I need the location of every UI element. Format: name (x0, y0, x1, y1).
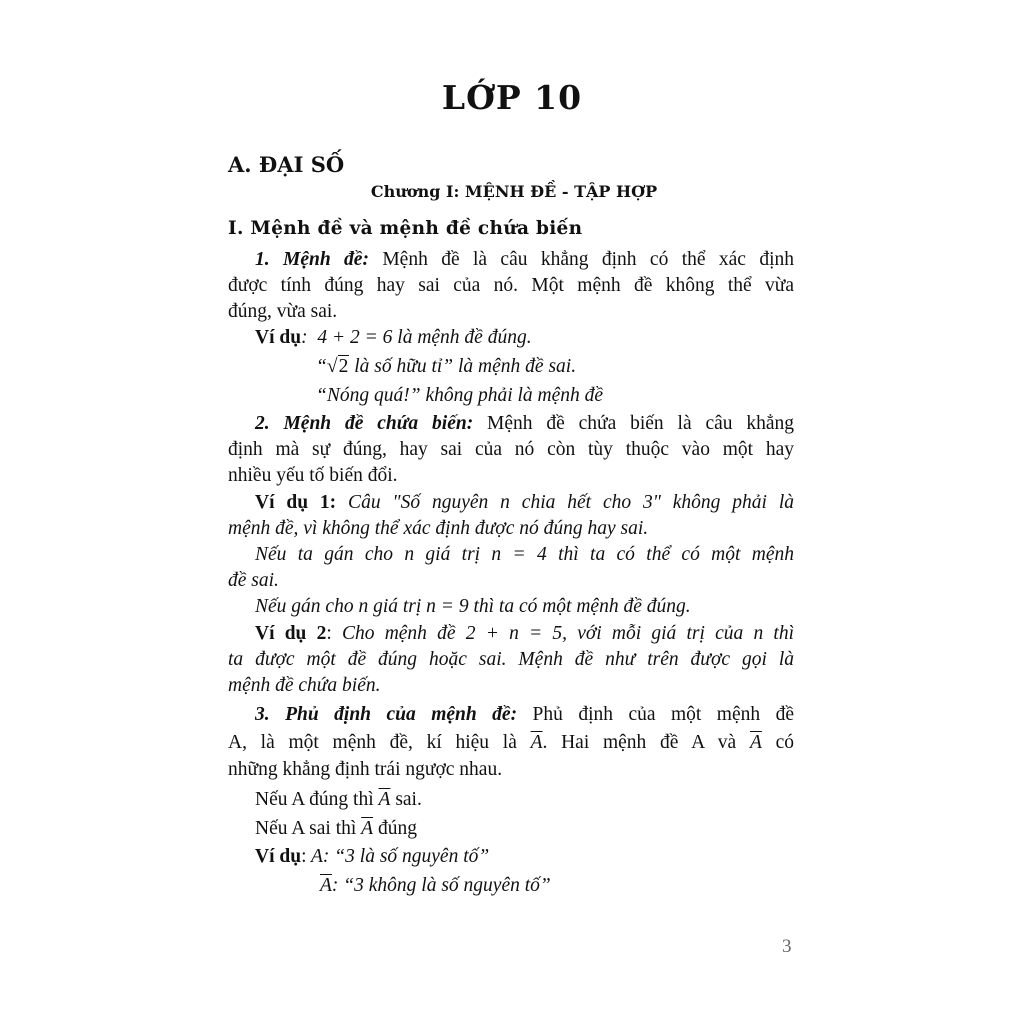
example-line (228, 673, 794, 699)
a-bar-symbol: $\overline{A}$ (749, 732, 762, 753)
example-label: Ví dụ 1: (255, 492, 337, 513)
paragraph-line (255, 702, 794, 728)
paragraph-line (228, 299, 794, 325)
text: . Hai mệnh đề A và (542, 732, 750, 753)
example-line (228, 516, 794, 542)
paragraph-line (255, 411, 794, 437)
page-title: LỚP 10 (441, 78, 583, 117)
paragraph-line (255, 247, 794, 273)
paragraph-line (228, 757, 794, 783)
radicand: 2 (338, 356, 349, 377)
text: định mà sự đúng, hay sai của nó còn tùy thuộc vào một hay (228, 439, 794, 460)
term-label: 3. Phủ định của mệnh đề: (255, 704, 518, 725)
text: mệnh đề, vì không thể xác định được nó đúng hay sai. (228, 518, 649, 539)
example-line (228, 647, 794, 673)
colon: : (301, 327, 308, 348)
radical-sign: √ (326, 356, 338, 377)
colon: : (326, 623, 332, 644)
text: được tính đúng hay sai của nó. Một mệnh đề không thể vừa (228, 275, 794, 296)
text: đúng (373, 818, 417, 839)
text: Câu "Số nguyên n chia hết cho 3" không phải là (336, 492, 795, 513)
text: “Nóng quá!” không phải là mệnh đề (316, 385, 604, 406)
paragraph-line (228, 273, 794, 299)
text: đúng, vừa sai. (228, 301, 338, 322)
text: Phủ định của một mệnh đề (517, 704, 795, 725)
text: Nếu A sai thì (255, 818, 362, 839)
example-line (320, 873, 794, 899)
example-line (228, 568, 794, 594)
a-bar-symbol: $\overline{A}$ (320, 875, 332, 896)
paragraph-line (255, 787, 794, 813)
text: Nếu ta gán cho n giá trị n = 4 thì ta có thể có một mệnh (255, 544, 794, 565)
paragraph-line (228, 730, 794, 756)
text: mệnh đề chứa biến. (228, 675, 381, 696)
paragraph-line (228, 463, 794, 489)
example-line (255, 844, 794, 870)
a-bar-symbol: $\overline{A}$ (361, 818, 374, 839)
example-line (316, 354, 794, 380)
term-label: 1. Mệnh đề: (255, 249, 369, 270)
text: ta được một đề đúng hoặc sai. Mệnh đề như trên được gọi là (228, 649, 794, 670)
text: A: “3 là số nguyên tố” (306, 846, 490, 867)
example-line (255, 621, 794, 647)
paragraph-line (255, 816, 794, 842)
example-line (255, 594, 794, 620)
example-line (255, 542, 794, 568)
text: sai. (390, 789, 422, 810)
text: những khẳng định trái ngược nhau. (228, 759, 503, 780)
text: Mệnh đề chứa biến là câu khẳng (473, 413, 795, 434)
example-line (255, 490, 794, 516)
sqrt-symbol (327, 354, 349, 380)
text: Cho mệnh đề 2 + n = 5, với mỗi giá trị của n thì (331, 623, 794, 644)
paragraph-line (228, 437, 794, 463)
a-bar-symbol: $\overline{A}$ (530, 732, 543, 753)
section-heading: A. ĐẠI SỐ (228, 152, 345, 177)
text: Nếu gán cho n giá trị n = 9 thì ta có một mệnh đề đúng. (255, 596, 691, 617)
text: Mệnh đề là câu khẳng định có thể xác định (368, 249, 794, 270)
text: A, là một mệnh đề, kí hiệu là (228, 732, 531, 753)
colon: : (301, 846, 307, 867)
text: đề sai. (228, 570, 279, 591)
example-label: Ví dụ (255, 846, 302, 867)
example-line (316, 383, 794, 409)
text: : “3 không là số nguyên tố” (331, 875, 551, 896)
chapter-heading: Chương I: MỆNH ĐỀ - TẬP HỢP (370, 182, 658, 201)
example-label: Ví dụ 2 (255, 623, 327, 644)
text: nhiều yếu tố biến đổi. (228, 465, 398, 486)
a-bar-symbol: $\overline{A}$ (378, 789, 391, 810)
text: là số hữu tỉ” là mệnh đề sai. (349, 356, 577, 377)
text: 4 + 2 = 6 là mệnh đề đúng. (317, 327, 532, 348)
subsection-heading: I. Mệnh đề và mệnh đề chứa biến (228, 218, 583, 239)
example-label: Ví dụ (255, 327, 302, 348)
text: có (761, 732, 794, 753)
open-quote: “ (316, 356, 327, 377)
term-label: 2. Mệnh đề chứa biến: (255, 413, 474, 434)
example-line (255, 325, 794, 351)
page-number: 3 (782, 936, 792, 957)
text: Nếu A đúng thì (255, 789, 379, 810)
